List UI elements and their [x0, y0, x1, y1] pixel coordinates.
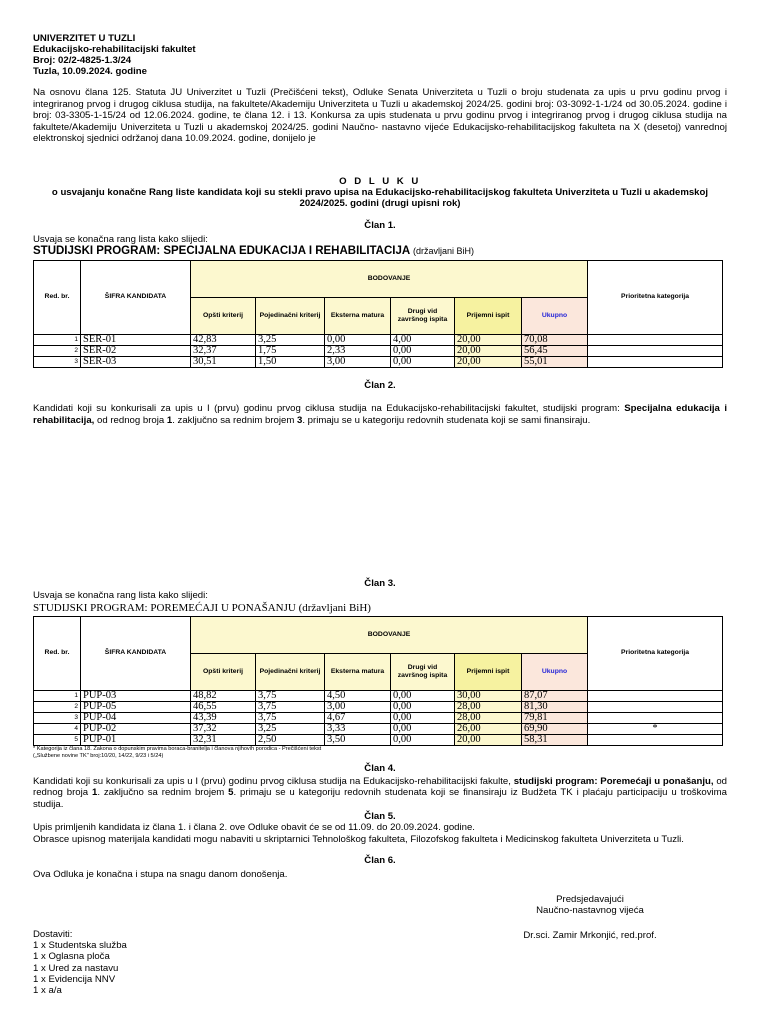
- cell-drugi: 0,00: [391, 356, 455, 367]
- clan2-text-part: od rednog broja: [94, 414, 167, 426]
- table-row: [34, 690, 723, 701]
- cell-drugi: 0,00: [391, 723, 455, 734]
- header-eksterna: Eksterna matura: [325, 653, 391, 690]
- cell-prioritet: *: [588, 723, 723, 734]
- table-row: [34, 701, 723, 712]
- table-row: [34, 734, 723, 745]
- list-item: 1 x Oglasna ploča: [33, 951, 110, 963]
- clan4-from: 1: [91, 787, 98, 798]
- cell-pojedinacni: 3,75: [256, 712, 325, 723]
- program-title-ser: [33, 245, 727, 259]
- rank-table-pup: [33, 616, 723, 746]
- clan6-line1: Ova Odluka je konačna i stupa na snagu danom donošenja.: [33, 869, 288, 881]
- cell-opsti: 32,31: [191, 734, 256, 745]
- cell-opsti: 32,37: [191, 345, 256, 356]
- header-ukupno: Ukupno: [522, 653, 588, 690]
- cell-pojedinacni: 2,50: [256, 734, 325, 745]
- cell-opsti: 48,82: [191, 690, 256, 701]
- clan2-text-part: Kandidati koji su konkurisali za upis u I (prvu) godinu prvog ciklusa studija na Edukacijsko-rehabilitacijski fakultet, studijski program:: [33, 403, 625, 415]
- cell-prioritet: [588, 356, 723, 367]
- cell-pojedinacni: 3,75: [256, 690, 325, 701]
- cell-prijemni: 20,00: [455, 356, 522, 367]
- row-number: 1: [34, 334, 81, 345]
- header-bodovanje: BODOVANJE: [191, 260, 588, 297]
- header-red-br: Red. br.: [34, 616, 81, 690]
- clan3-heading: Član 3.: [364, 578, 396, 590]
- signature-body: Naučno-nastavnog vijeća: [536, 905, 644, 917]
- table-row: [34, 345, 723, 356]
- cell-pojedinacni: 1,75: [256, 345, 325, 356]
- university-name: UNIVERZITET U TUZLI: [33, 33, 136, 44]
- clan2-to: 3: [297, 414, 303, 426]
- decision-subtitle: o usvajanju konačne Rang liste kandidata koji su stekli pravo upisa na Edukacijsko-rehabilitacijskog fakulteta Univerziteta u Tuzli u akademskoj 2024/2025. godini (drugi upisni rok): [51, 186, 709, 210]
- cell-eksterna: 2,33: [325, 345, 391, 356]
- candidate-code: SER-03: [81, 356, 191, 367]
- candidate-code: PUP-05: [81, 701, 191, 712]
- header-prijemni: Prijemni ispit: [455, 653, 522, 690]
- row-number: 4: [34, 723, 81, 734]
- cell-prijemni: 30,00: [455, 690, 522, 701]
- clan2-text-part: . primaju se u kategoriju redovnih studenata koji se sami finansiraju.: [302, 414, 591, 426]
- table-row: [34, 712, 723, 723]
- header-eksterna: Eksterna matura: [325, 297, 391, 334]
- header-pojedinacni: Pojedinačni kriterij: [256, 297, 325, 334]
- header-opsti: Opšti kriterij: [191, 297, 256, 334]
- cell-drugi: 0,00: [391, 690, 455, 701]
- cell-ukupno: 79,81: [522, 712, 588, 723]
- header-pojedinacni: Pojedinačni kriterij: [256, 653, 325, 690]
- cell-ukupno: 55,01: [522, 356, 588, 367]
- cell-prijemni: 20,00: [455, 345, 522, 356]
- table-row: [34, 356, 723, 367]
- clan4-heading: Član 4.: [364, 763, 396, 775]
- row-number: 2: [34, 345, 81, 356]
- cell-prioritet: [588, 701, 723, 712]
- clan4-text-part: Kandidati koji su konkurisali za upis u I (prvu) godinu prvog ciklusa studija na Edukacijsko-rehabilitacijski fakulte,: [33, 775, 514, 787]
- program-title-pup: STUDIJSKI PROGRAM: POREMEĆAJI U PONAŠANJU (državljani BiH): [33, 601, 371, 614]
- clan2-from: 1: [166, 414, 173, 426]
- cell-ukupno: 69,90: [522, 723, 588, 734]
- cell-prioritet: [588, 690, 723, 701]
- table-row: [34, 334, 723, 345]
- cell-prioritet: [588, 334, 723, 345]
- document-date: Tuzla, 10.09.2024. godine: [33, 66, 147, 78]
- list-item: 1 x Studentska služba: [33, 939, 127, 951]
- cell-ukupno: 58,31: [522, 734, 588, 745]
- list-item: 1 x a/a: [33, 985, 62, 997]
- cell-opsti: 46,55: [191, 701, 256, 712]
- cell-ukupno: 70,08: [522, 334, 588, 345]
- cell-opsti: 30,51: [191, 356, 256, 367]
- clan5-line1: Upis primljenih kandidata iz člana 1. i člana 2. ove Odluke obavit će se od 11.09. do 20.09.2024. godine.: [33, 822, 475, 834]
- cell-prioritet: [588, 345, 723, 356]
- header-sifra: ŠIFRA KANDIDATA: [81, 616, 191, 690]
- candidate-code: SER-01: [81, 334, 191, 345]
- cell-drugi: 0,00: [391, 345, 455, 356]
- cell-drugi: 0,00: [391, 712, 455, 723]
- cell-pojedinacni: 3,25: [256, 334, 325, 345]
- decision-title: O D L U K U: [339, 175, 421, 187]
- header-prijemni: Prijemni ispit: [455, 297, 522, 334]
- cell-eksterna: 3,00: [325, 356, 391, 367]
- candidate-code: PUP-01: [81, 734, 191, 745]
- clan5-line2: Obrasce upisnog materijala kandidati mogu nabaviti u skriptarnici Tehnološkog fakulteta, Filozofskog fakulteta i Medicinskog fakulteta Univerziteta u Tuzli.: [33, 833, 684, 845]
- header-prioritetna: Prioritetna kategorija: [588, 616, 723, 690]
- cell-prijemni: 28,00: [455, 712, 522, 723]
- candidate-code: SER-02: [81, 345, 191, 356]
- header-ukupno: Ukupno: [522, 297, 588, 334]
- clan5-heading: Član 5.: [364, 811, 396, 822]
- row-number: 3: [34, 356, 81, 367]
- clan3-intro: Usvaja se konačna rang lista kako slijedi:: [33, 590, 208, 602]
- signature-role: Predsjedavajući: [556, 894, 624, 905]
- row-number: 3: [34, 712, 81, 723]
- dostaviti-title: Dostaviti:: [33, 928, 73, 940]
- program-note: (državljani BiH): [412, 246, 474, 257]
- cell-ukupno: 56,45: [522, 345, 588, 356]
- clan4-text-part: od rednog broja: [33, 775, 727, 798]
- cell-prijemni: 20,00: [455, 734, 522, 745]
- footnote: [33, 746, 727, 761]
- clan2-heading: Član 2.: [364, 379, 396, 391]
- cell-drugi: 0,00: [391, 701, 455, 712]
- clan1-heading: Član 1.: [364, 219, 396, 231]
- header-prioritetna: Prioritetna kategorija: [588, 260, 723, 334]
- list-item: 1 x Ured za nastavu: [33, 962, 119, 974]
- cell-prijemni: 28,00: [455, 701, 522, 712]
- program-name: STUDIJSKI PROGRAM: SPECIJALNA EDUKACIJA I REHABILITACIJA: [33, 245, 410, 258]
- cell-ukupno: 81,30: [522, 701, 588, 712]
- cell-eksterna: 4,50: [325, 690, 391, 701]
- cell-eksterna: 0,00: [325, 334, 391, 345]
- document-header: [33, 33, 727, 77]
- signature-block: [500, 894, 680, 941]
- cell-drugi: 0,00: [391, 734, 455, 745]
- cell-eksterna: 3,33: [325, 723, 391, 734]
- header-red-br: Red. br.: [34, 260, 81, 334]
- footnote-line: („Službene novine TK" broj:10/20, 14/22, 9/23 i 5/24): [33, 752, 164, 759]
- cell-prioritet: [588, 734, 723, 745]
- header-drugi-vid: Drugi vid završnog ispita: [391, 297, 455, 334]
- document-number: Broj: 02/2-4825-1.3/24: [33, 55, 132, 67]
- row-number: 2: [34, 701, 81, 712]
- cell-prijemni: 26,00: [455, 723, 522, 734]
- clan4-text: [33, 776, 727, 811]
- candidate-code: PUP-03: [81, 690, 191, 701]
- list-item: 1 x Evidencija NNV: [33, 973, 116, 985]
- cell-pojedinacni: 3,75: [256, 701, 325, 712]
- document-page: [33, 33, 727, 996]
- clan2-program: Specijalna edukacija i rehabilitacija,: [33, 403, 727, 426]
- cell-ukupno: 87,07: [522, 690, 588, 701]
- row-number: 1: [34, 690, 81, 701]
- cell-pojedinacni: 1,50: [256, 356, 325, 367]
- clan4-to: 5: [228, 787, 234, 798]
- cell-eksterna: 4,67: [325, 712, 391, 723]
- clan6-heading: Član 6.: [364, 854, 396, 866]
- cell-eksterna: 3,50: [325, 734, 391, 745]
- clan4-program: studijski program: Poremećaji u ponašanju,: [513, 775, 714, 787]
- cell-drugi: 4,00: [391, 334, 455, 345]
- cell-opsti: 43,39: [191, 712, 256, 723]
- footnote-line: * Kategorija iz člana 18. Zakona o dopunskim pravima boraca-branitelja i članova njihovih porodica - Prečišćeni tekst: [33, 745, 322, 752]
- header-sifra: ŠIFRA KANDIDATA: [81, 260, 191, 334]
- cell-pojedinacni: 3,25: [256, 723, 325, 734]
- header-opsti: Opšti kriterij: [191, 653, 256, 690]
- clan4-text-part: . zaključno sa rednim brojem: [97, 787, 229, 798]
- clan4-text-part: . primaju se u kategoriju redovnih studenata koji se finansiraju iz Budžeta TK i plaćaju participaciju u troškovima studija.: [33, 787, 727, 810]
- cell-opsti: 42,83: [191, 334, 256, 345]
- row-number: 5: [34, 734, 81, 745]
- candidate-code: PUP-04: [81, 712, 191, 723]
- rank-table-ser: [33, 260, 723, 368]
- clan2-text-part: . zaključno sa rednim brojem: [172, 414, 297, 426]
- cell-prijemni: 20,00: [455, 334, 522, 345]
- cell-prioritet: [588, 712, 723, 723]
- candidate-code: PUP-02: [81, 723, 191, 734]
- header-drugi-vid: Drugi vid završnog ispita: [391, 653, 455, 690]
- header-bodovanje: BODOVANJE: [191, 616, 588, 653]
- clan2-text: [33, 403, 727, 426]
- preamble: Na osnovu člana 125. Statuta JU Univerzitet u Tuzli (Prečišćeni tekst), Odluke Senata Univerziteta u Tuzli o broju studenata za upis u prvu godinu prvog i integriranog prvog i drugog ciklusa studija, na fakultete/Akademiju Univerziteta u Tuzli u akademskoj 2024/25. godini broj: 03-3092-1-1/24 od 30.05.2024. godine i broj: 03-3305-1-15/24 od 12.06.2024. godine, te člana 12. i 13. Konkursa za upis studenata u prvu godinu prvog i integriranog prvog i drugog ciklusa studija na fakultete/Akademiju Univerziteta u Tuzli u akademskoj 2024/25. godini Naučno- nastavno vijeće Edukacijsko-rehabilitacijskog fakulteta na X (desetoj) vanrednoj elektronskoj sjednici održanoj dana 10.09.2024. godine, donijelo je: [33, 87, 727, 145]
- signature-name: Dr.sci. Zamir Mrkonjić, red.prof.: [523, 929, 657, 941]
- table-row: [34, 723, 723, 734]
- clan1-intro: Usvaja se konačna rang lista kako slijedi:: [33, 233, 208, 245]
- cell-opsti: 37,32: [191, 723, 256, 734]
- cell-eksterna: 3,00: [325, 701, 391, 712]
- faculty-name: Edukacijsko-rehabilitacijski fakultet: [33, 44, 196, 56]
